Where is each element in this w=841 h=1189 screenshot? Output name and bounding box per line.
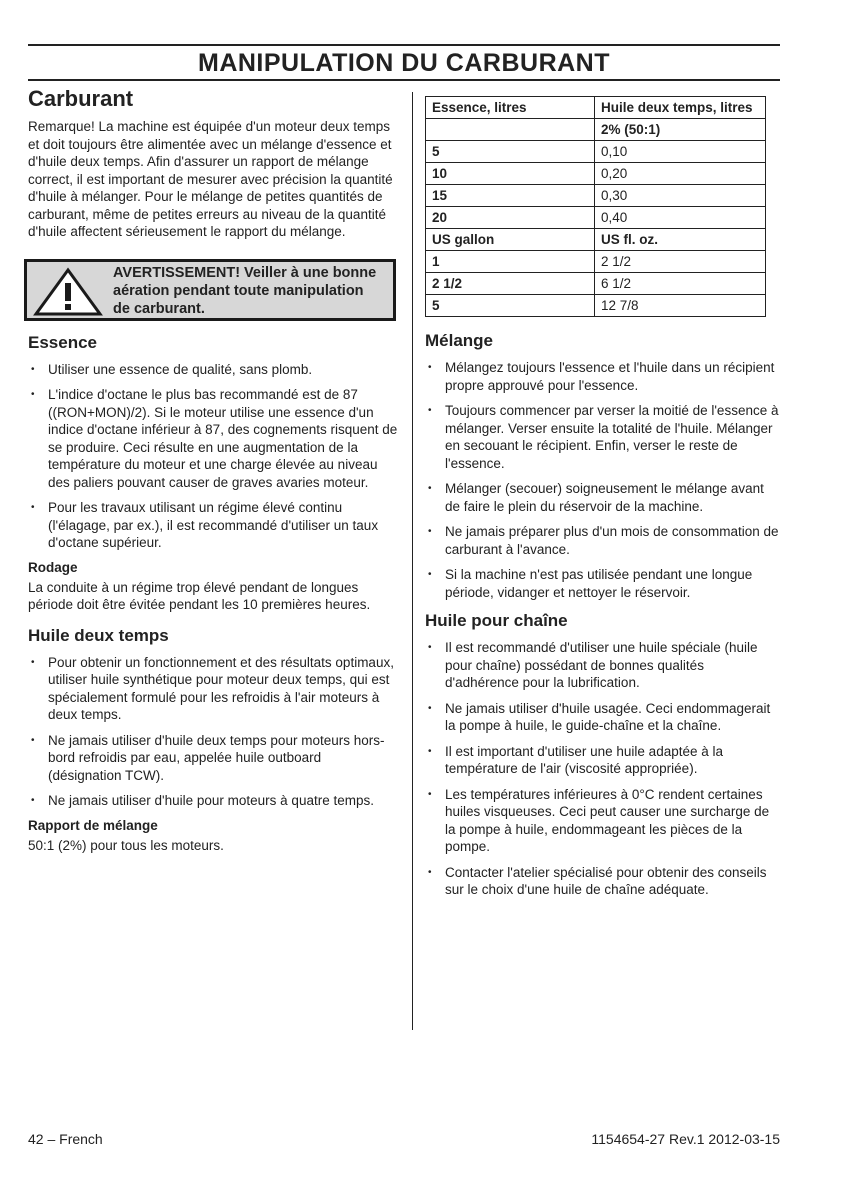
table-cell: 20 bbox=[426, 207, 595, 229]
table-cell: US fl. oz. bbox=[595, 229, 766, 251]
table-us-header-row bbox=[426, 229, 766, 251]
list-item: • Si la machine n'est pas utilisée pendant une longue période, vidanger et nettoyer le réservoir. bbox=[425, 566, 780, 601]
list-item: • Utiliser une essence de qualité, sans plomb. bbox=[28, 361, 398, 379]
essence-list bbox=[28, 361, 398, 552]
melange-list bbox=[425, 359, 780, 601]
fuel-mix-table bbox=[425, 96, 766, 317]
table-subheader-row bbox=[426, 119, 766, 141]
table-row bbox=[426, 185, 766, 207]
list-item: • Il est recommandé d'utiliser une huile spéciale (huile pour chaîne) possédant de bonnes qualités d'adhérence pour la lubrification. bbox=[425, 639, 780, 692]
table-header-row bbox=[426, 97, 766, 119]
list-item: • Mélanger (secouer) soigneusement le mélange avant de faire le plein du réservoir de la machine. bbox=[425, 480, 780, 515]
huile-heading: Huile deux temps bbox=[28, 625, 169, 645]
title-rule-bottom bbox=[28, 79, 780, 81]
table-row bbox=[426, 251, 766, 273]
table-cell: 10 bbox=[426, 163, 595, 185]
list-item: • Ne jamais utiliser d'huile deux temps pour moteurs hors-bord refroidis par eau, appelée huile outboard (désignation TCW). bbox=[28, 732, 398, 785]
table-cell: Essence, litres bbox=[426, 97, 595, 119]
table-cell: 12 7/8 bbox=[595, 295, 766, 317]
table-cell: US gallon bbox=[426, 229, 595, 251]
right-column bbox=[425, 96, 780, 907]
column-divider bbox=[412, 92, 413, 1030]
table-row bbox=[426, 141, 766, 163]
list-item: • Contacter l'atelier spécialisé pour obtenir des conseils sur le choix d'une huile de chaîne adéquate. bbox=[425, 864, 780, 899]
chaine-heading: Huile pour chaîne bbox=[425, 611, 568, 630]
table-row bbox=[426, 207, 766, 229]
list-item: • Toujours commencer par verser la moitié de l'essence à mélanger. Verser ensuite la totalité de l'huile. Mélanger en secouant le récipient. Enfin, verser le reste de l'essence. bbox=[425, 402, 780, 472]
table-cell: 0,30 bbox=[595, 185, 766, 207]
table-cell: 15 bbox=[426, 185, 595, 207]
list-item: • Ne jamais utiliser d'huile pour moteurs à quatre temps. bbox=[28, 792, 398, 810]
table-row bbox=[426, 295, 766, 317]
table-cell: 5 bbox=[426, 141, 595, 163]
list-item: • Pour obtenir un fonctionnement et des résultats optimaux, utiliser huile synthétique pour moteur deux temps, qui est spécialement formulé pour les refroidis à l'air moteurs à deux temps. bbox=[28, 654, 398, 724]
essence-heading: Essence bbox=[28, 332, 97, 352]
table-cell: 0,40 bbox=[595, 207, 766, 229]
rapport-heading: Rapport de mélange bbox=[28, 817, 158, 833]
chaine-list bbox=[425, 639, 780, 899]
carburant-text: Remarque! La machine est équipée d'un moteur deux temps et doit toujours être alimentée avec un mélange d'essence et d'huile deux temps. Afin d'assurer un rapport de mélange correct, il est important de mesurer avec précision la quantité d'huile à mélanger. Pour le mélange de petites quantités de carburant, même de petites erreurs au niveau de la quantité d'huile affectent sérieusement le rapport du mélange. bbox=[28, 119, 393, 239]
warning-box bbox=[24, 259, 396, 321]
table-cell: 5 bbox=[426, 295, 595, 317]
table-cell: 2% (50:1) bbox=[595, 119, 766, 141]
title-rule-top bbox=[28, 44, 780, 46]
list-item: • Pour les travaux utilisant un régime élevé continu (l'élagage, par ex.), il est recommandé d'utiliser un taux d'octane supérieur. bbox=[28, 499, 398, 552]
list-item: • Les températures inférieures à 0°C rendent certaines huiles visqueuses. Ceci peut causer une surcharge de la pompe à huile, endommageant les pièces de la pompe. bbox=[425, 786, 780, 856]
list-item: • Ne jamais préparer plus d'un mois de consommation de carburant à l'avance. bbox=[425, 523, 780, 558]
footer-page-number: 42 – French bbox=[28, 1131, 103, 1147]
list-item: • L'indice d'octane le plus bas recommandé est de 87 ((RON+MON)/2). Si le moteur utilise une essence d'un indice d'octane inférieur à 87, des cognements risquent de se produire. Ceci résulte en une augmentation de la température du moteur et une charge élevée au niveau des paliers pouvant causer de graves avaries moteur. bbox=[28, 386, 398, 491]
huile-list bbox=[28, 654, 398, 810]
rapport-text: 50:1 (2%) pour tous les moteurs. bbox=[28, 837, 224, 853]
warning-text: AVERTISSEMENT! Veiller à une bonne aération pendant toute manipulation de carburant. bbox=[113, 264, 377, 317]
list-item: • Il est important d'utiliser une huile adaptée à la température de l'air (viscosité appropriée). bbox=[425, 743, 780, 778]
list-item: • Mélangez toujours l'essence et l'huile dans un récipient propre approuvé pour l'essence. bbox=[425, 359, 780, 394]
table-row bbox=[426, 163, 766, 185]
table-cell: 0,10 bbox=[595, 141, 766, 163]
table-row bbox=[426, 273, 766, 295]
table-cell: 0,20 bbox=[595, 163, 766, 185]
footer-document-id: 1154654-27 Rev.1 2012-03-15 bbox=[591, 1131, 780, 1147]
left-column bbox=[28, 86, 398, 854]
rodage-text: La conduite à un régime trop élevé pendant de longues période doit être évitée pendant les 10 premières heures. bbox=[28, 579, 371, 612]
warning-triangle-icon bbox=[33, 267, 103, 317]
carburant-heading: Carburant bbox=[28, 86, 134, 111]
melange-heading: Mélange bbox=[425, 331, 494, 350]
table-cell: 6 1/2 bbox=[595, 273, 766, 295]
table-cell: 2 1/2 bbox=[426, 273, 595, 295]
table-cell: 1 bbox=[426, 251, 595, 273]
list-item: • Ne jamais utiliser d'huile usagée. Ceci endommagerait la pompe à huile, le guide-chaîne et la chaîne. bbox=[425, 700, 780, 735]
table-cell bbox=[426, 119, 595, 141]
page-title: MANIPULATION DU CARBURANT bbox=[198, 49, 610, 77]
rodage-heading: Rodage bbox=[28, 559, 78, 575]
table-cell: Huile deux temps, litres bbox=[595, 97, 766, 119]
table-cell: 2 1/2 bbox=[595, 251, 766, 273]
